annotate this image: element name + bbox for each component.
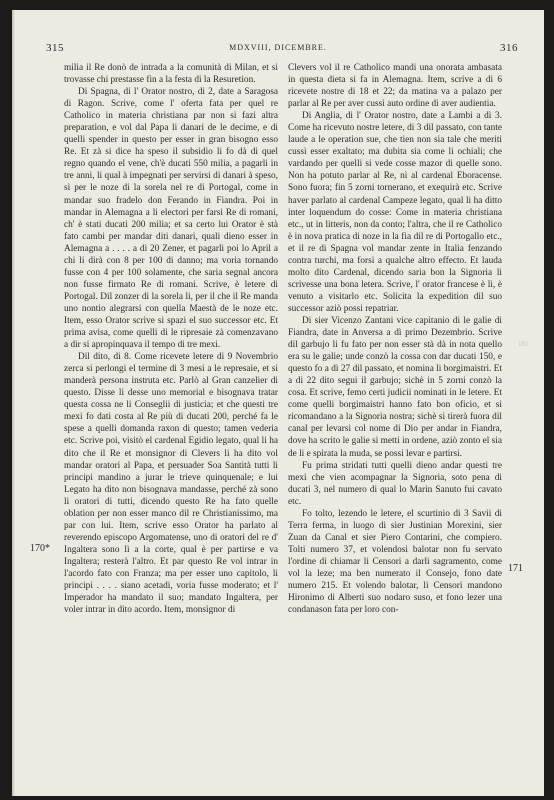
page-spine-shadow xyxy=(12,10,15,796)
paragraph: Di Spagna, di l' Orator nostro, di 2, date a Saragosa di Ragon. Scrive, come l' oferta fata per quel re Catholico in materia christiana par non si fazi altra preparation, e vol dal Papa li danari de le decime, e di quelli spender in questo per esser in gran bisogno esso Re. Et zà si dice ha speso il subsidio li fo dà di quel regno quando el vene, ch'è ducati 550 milia, a pagarli in tre anni, li qual à impegnati per servirsi di danari à speso, sì per le noze di la sorela nel re di Portogal, come in mandar suo fradelo don Ferando in Fiandra. Poi in mandar in Alemagna a li electori per farsi Re di romani, ch' è stati ducati 200 milia; et sa certo lui Orator è stà fato cambi per mandar diti danari, quali dieno esser in Alemagna a . . . . a dì 20 Zener, et pagarli poi lo April a chi li dirà con 8 per 100 di danno; ma voria tornando fusse con 4 per 100 solamente, che saria segnal ancora non fusse firmato Re di romani. Scrive, è letere di Portogal. Dil zonzer di la sorela li, per il che il Re manda uno nontio alegrarsi con quella Maestà de le noze etc. Item, esso Orator scrive si spazi el suo successor etc. Et prima avisa, come quelli di le ripresaie zà comenzavano a dir si apropinquava il tempo di tre mexi. xyxy=(64,87,278,351)
running-title: MDXVIII, DICEMBRE. xyxy=(229,43,327,52)
left-column xyxy=(64,62,278,616)
bleed-through-mark: 181 xyxy=(518,340,529,348)
running-header xyxy=(32,42,524,56)
paragraph: Dil dito, di 8. Come ricevete letere di 9 Novembrio zerca si perlongi el termine di 3 mesi a le represaie, et si manderà persona instruta etc. Parlò al Gran canzelier di questo. Disse li desse uno memorial e bisognava tratar questa cossa ne li Conseglii di justicia; et che questi tre mexi fo dati costa al Re più di ducati 200, perché fa le spese a quelli domanda raxon di questo; tamen vederia etc. Scrive poi, visitò el cardenal Egidio legato, qual li ha dito che il Re et monsignor di Clevers li ha dito vol mandar oratori al Papa, et persuader Soa Santità tutti li principi mandino a jurar le trieve quinquenale; e lui Legato ha dito non bisognava mandasse, perché zà sono li oratori di tutti, dicendo questo Re ha fato quelle oblation per non esser manco dil re Christianissimo, ma par con lui. Item, scrive esso Orator ha parlato al reverendo episcopo Argomatense, uno di oratori del re d' Ingaltera sono lì a la corte, qual è per partirse e va Ingaltera; resterà l'altro. Et par questo Re vol intrar in l'acordo fato con Franza; ma per esser uno capitolo, li principi . . . . siano acetadi, voria fusse moderato; et l' Imperador ha mandato il suo; mandato Ingaltera, per voler intrar in dito acordo. Item, monsignor di xyxy=(64,352,278,616)
book-page xyxy=(12,10,544,796)
margin-number-right: 171 xyxy=(508,563,523,574)
paragraph: Di sier Vicenzo Zantani vice capitanio di le galie di Fiandra, date in Anversa a dì primo Dezembrio. Scrive dil garbujo li fu fato per non esser stà dà in nota quello era su le galie; unde conzò la cossa con dar ducati 150, e questo fo a dì 27 dil passato, et nomina li borgimaistri. Et a dì 22 dito segui il garbujo; sichè in 5 zorni conzò la cosa. Et scrive, femo certi judicii nominati in le letere. Et come quelli borgimaistri hanno fato bon oficio, et si ricomandano a la Signoria nostra; sichè si tirerà fuora dil canal per levarsi col nome di Dio per andar in Fiandra, dove ha scrito le galie si metti in ordene, aziò zonto el sia de li e spirata la muda, se possi levar e partirsi. xyxy=(288,315,502,459)
page-number-right: 316 xyxy=(500,42,518,54)
paragraph: Di Anglia, di l' Orator nostro, date a Lambi a dì 3. Come ha ricevuto nostre letere, di 3 dil passato, con tante laude a le operation sue, che tien non sia tale che meriti cussì esser exaltato; ma dubita sia come li ochiali; che vardando per quelli si vede cosse mazor di quelle sono. Non ha potuto parlar al Re, nì al cardenal Eboracense. Sono fuora; fin 5 zorni tornerano, et exequirà etc. Scrive haver parlato al cardenal Campeze legato, qual li ha ditto inter loquendum do cosse: Come in materia christiana etc., ut in litteris, non da conto; l'altra, che il re Catholico è in nova pratica di noze in la fia dil re di Portogallo etc., et il re di Spagna vol mandar zente in Italia fenzando contra turchi, ma forsi a qualche altro effecto. Et lauda molto dito Cardenal, dicendo saria bon la Signoria li scrivesse una bona letera. Scrive, l' orator francese è lì, è venuto a visitarlo etc. Solicita la expedition dil suo successor aziò possi repatriar. xyxy=(288,111,502,314)
page-number-left: 315 xyxy=(46,42,64,54)
margin-number-left: 170* xyxy=(30,543,50,554)
paragraph: Fu prima stridati tutti quelli dieno andar questi tre mexi che vien acompagnar la Signoria, soto pena di ducati 3, nel numero di qual lo Marin Sanuto fui cavato etc. xyxy=(288,460,502,507)
paragraph: Clevers vol il re Catholico mandi una onorata ambasata in questa dieta si fa in Alemagna. Item, scrive a dì 6 ricevete nostre di 18 et 22; da matina va a palazo per parlar al Re per aver cussì auto ordine di aver audientia. xyxy=(288,63,502,110)
paragraph: milia il Re donò de intrada a la comunità di Milan, et si trovasse chi prestasse fin a la festa di la Resuretion. xyxy=(64,63,278,86)
paragraph: Fo tolto, lezendo le letere, el scurtinio di 3 Savii di Terra ferma, in luogo di sier Justinian Morexini, sier Zuan da Canal et sier Piero Contarini, che compiero. Tolti numero 37, et volendosi balotar non fu servato l'ordine di chiamar li Censori a darli sagramento, come vol la leze; ma ben numerato il Consejo, fono date numero 215. Et volendo balotar, li Censori mandono Hironimo di Alberti suo nodaro suso, et fono lezer una condanason fata per loro con- xyxy=(288,508,502,616)
right-column xyxy=(288,62,502,616)
